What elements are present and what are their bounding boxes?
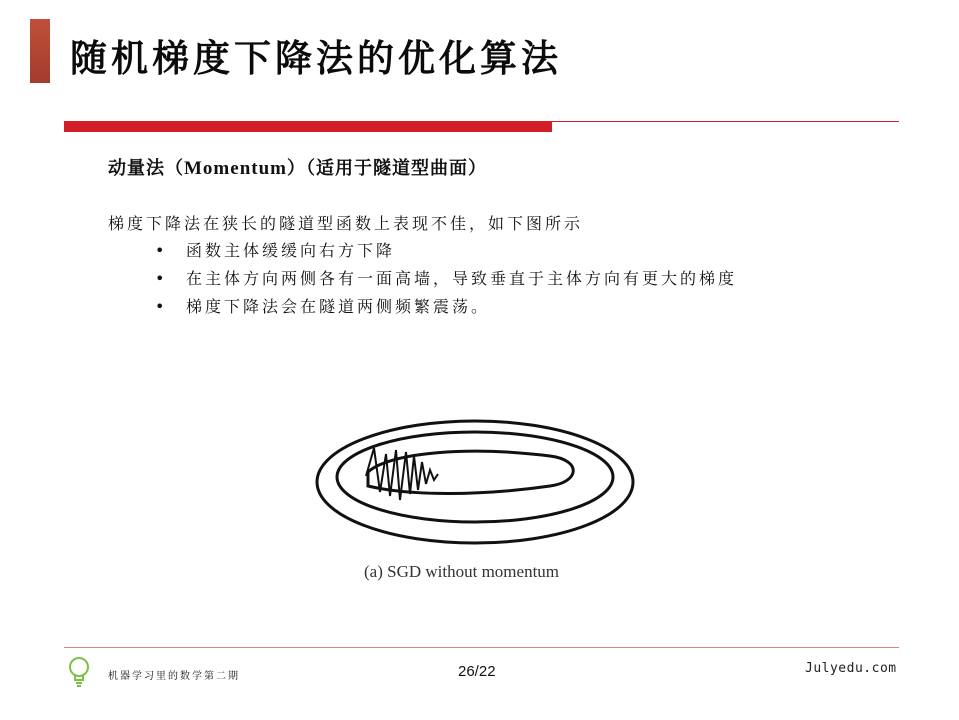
title-accent-bar [30, 19, 50, 83]
section-heading-en: Momentum [184, 158, 287, 179]
intro-text: 梯度下降法在狭长的隧道型函数上表现不佳，如下图所示 [108, 214, 584, 233]
bullet-item: • 在主体方向两侧各有一面高墙，导致垂直于主体方向有更大的梯度 [108, 266, 866, 292]
slide-title: 随机梯度下降法的优化算法 [70, 36, 562, 80]
section-heading-suffix: ）（适用于隧道型曲面） [286, 158, 487, 179]
contour-outer [317, 421, 633, 543]
title-underline-thin [552, 121, 899, 122]
title-underline-thick [64, 121, 552, 132]
bullet-item: • 函数主体缓缓向右方下降 [108, 238, 866, 264]
slide-content [108, 154, 888, 320]
figure-caption: (a) SGD without momentum [364, 562, 560, 581]
footer-course-name: 机器学习里的数学第二期 [108, 671, 240, 682]
page-number: 26/22 [458, 663, 496, 680]
section-heading-prefix: 动量法（ [108, 158, 184, 179]
footer-site: Julyedu.com [805, 661, 897, 676]
footer-divider [64, 647, 899, 648]
sgd-contour-figure [310, 404, 640, 554]
section-heading [108, 154, 888, 180]
lightbulb-icon [66, 655, 92, 689]
bullet-item: • 梯度下降法会在隧道两侧频繁震荡。 [108, 294, 866, 320]
bullet-list [108, 238, 888, 320]
